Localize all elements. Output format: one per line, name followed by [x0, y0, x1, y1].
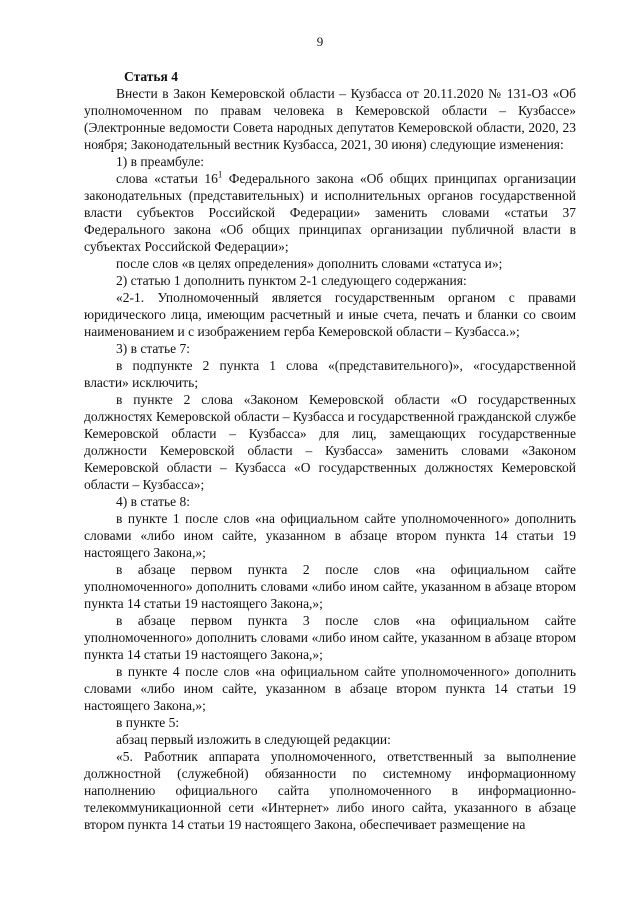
paragraph-first-abzac: абзац первый изложить в следующей редакции: — [116, 732, 391, 747]
paragraph-item-3: 3) в статье 7: — [116, 341, 190, 356]
preamble-words-rest: Федерального закона «Об общих принципах организации законодательных (представительных) и исполнительных органов государственной власти субъектов Российской Федерации» заменить словами «статьи 37 Федерального закона «Об общих принципах организации публичной власти в субъектах Российской Федерации»; — [84, 171, 577, 254]
paragraph-point-5-text: «5. Работник аппарата уполномоченного, ответственный за выполнение должностной (служебной) обязанности по системному информационному наполнению официального сайта уполномоченного в информационно-телекоммуникационной сети «Интернет» либо иного сайта, указанного в абзаце втором пункта 14 статьи 19 настоящего Закона, обеспечивает размещение на — [84, 749, 576, 832]
document-body — [84, 68, 576, 833]
paragraph-point-1: в пункте 1 после слов «на официальном сайте уполномоченного» дополнить словами «либо ином сайте, указанном в абзаце втором пункта 14 статьи 19 настоящего Закона,»; — [84, 511, 576, 560]
paragraph-subitem-2-1: в подпункте 2 пункта 1 слова «(представительного)», «государственной власти» исключить; — [84, 358, 576, 390]
paragraph-item-4: 4) в статье 8: — [116, 494, 190, 509]
paragraph-point-2-first: в абзаце первом пункта 2 после слов «на официальном сайте уполномоченного» дополнить словами «либо ином сайте, указанном в абзаце втором пункта 14 статьи 19 настоящего Закона,»; — [84, 562, 576, 611]
paragraph-preamble-words — [84, 170, 576, 255]
paragraph-point-3-first: в абзаце первом пункта 3 после слов «на официальном сайте уполномоченного» дополнить словами «либо ином сайте, указанном в абзаце втором пункта 14 статьи 19 настоящего Закона,»; — [84, 613, 576, 662]
paragraph-item-1: 1) в преамбуле: — [116, 154, 205, 169]
paragraph-item-2: 2) статью 1 дополнить пунктом 2-1 следующего содержания: — [116, 273, 467, 288]
paragraph-after-words: после слов «в целях определения» дополнить словами «статуса и»; — [116, 256, 503, 271]
page-number: 9 — [316, 34, 324, 49]
paragraph-intro: Внести в Закон Кемеровской области – Кузбасса от 20.11.2020 № 131-ОЗ «Об уполномоченном по правам человека в Кемеровской области – Кузбассе» (Электронные ведомости Совета народных депутатов Кемеровской области, 2020, 23 ноября; Законодательный вестник Кузбасса, 2021, 30 июня) следующие изменения: — [84, 86, 576, 152]
preamble-words-start: слова «статьи 16 — [116, 171, 218, 186]
paragraph-point-4: в пункте 4 после слов «на официальном сайте уполномоченного» дополнить словами «либо ином сайте, указанном в абзаце втором пункта 14 статьи 19 настоящего Закона,»; — [84, 664, 576, 713]
paragraph-point-5: в пункте 5: — [116, 715, 180, 730]
paragraph-item-2-1-text: «2-1. Уполномоченный является государственным органом с правами юридического лица, имеющим расчетный и иные счета, печать и бланки со своим наименованием и с изображением герба Кемеровской области – Кузбасса.»; — [84, 290, 576, 339]
superscript-1: 1 — [217, 169, 223, 180]
article-heading: Статья 4 — [124, 69, 178, 84]
paragraph-point-2: в пункте 2 слова «Законом Кемеровской области «О государственных должностях Кемеровской области – Кузбасса и государственной гражданской службе Кемеровской области – Кузбасса» для лиц, замещающих государственные должности Кемеровской области – Кузбасса» заменить словами «Законом Кемеровской области – Кузбасса «О государственных должностях Кемеровской области – Кузбасса»; — [84, 392, 576, 492]
